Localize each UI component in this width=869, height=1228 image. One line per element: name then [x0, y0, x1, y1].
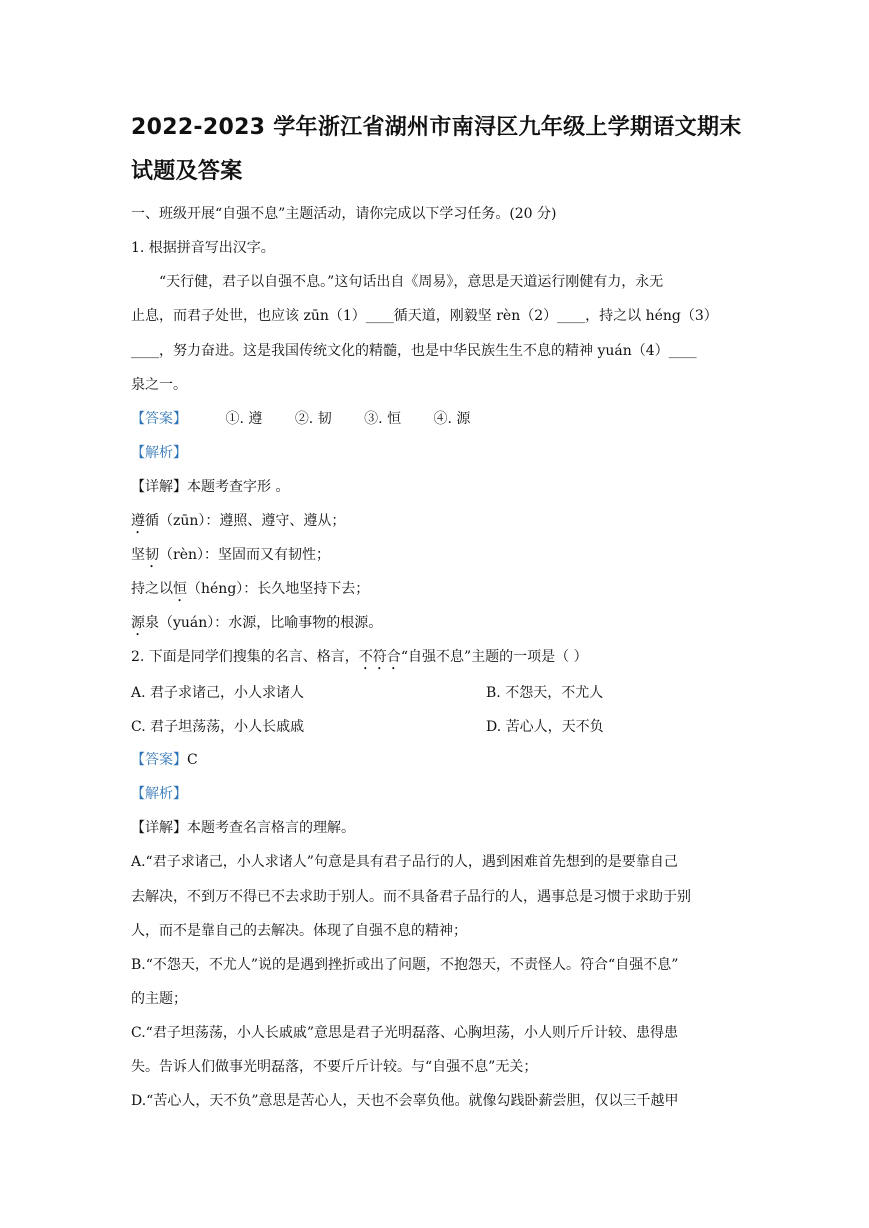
q2-explanation-line: D.“苦心人，天不负”意思是苦心人，天也不会辜负他。就像勾践卧薪尝胆，仅以三千越甲 — [131, 1093, 679, 1109]
document-title-line-2: 试题及答案 — [131, 159, 243, 184]
answer-value: C — [187, 752, 198, 768]
explanation-line — [131, 579, 369, 605]
question-2-stem — [131, 647, 588, 673]
answer-item: ③. 恒 — [364, 411, 402, 427]
q2-detail — [131, 818, 355, 838]
stem-prefix: 2. 下面是同学们搜集的名言、格言， — [131, 649, 359, 665]
section-heading: 一、班级开展“自强不息”主题活动，请你完成以下学习任务。(20 分) — [131, 206, 557, 222]
emphasized-char: 遵 — [131, 513, 145, 529]
passage-line-2: 止息，而君子处世，也应该 zūn（1）____循天道，刚毅坚 rèn（2）____，持之以 héng（3） — [131, 308, 718, 324]
option-a: A. 君子求诸己，小人求诸人 — [131, 685, 305, 701]
explanation-text: （rèn）：坚固而又有韧性； — [159, 547, 330, 563]
stem-emphasis: 不符合 — [358, 649, 401, 665]
q2-explanation-line: A.“君子求诸己，小人求诸人”句意是具有君子品行的人，遇到困难首先想到的是要靠自己 — [131, 854, 678, 870]
emphasized-char: 韧 — [145, 547, 159, 563]
detail-text: 本题考查名言格言的理解。 — [187, 820, 355, 836]
answer-item: ②. 韧 — [294, 411, 332, 427]
q2-answer-row — [131, 750, 198, 770]
detail-label: 【详解】 — [131, 820, 187, 836]
emphasized-char: 源 — [131, 615, 145, 631]
q2-explanation-line: 失。告诉人们做事光明磊落，不要斤斤计较。与“自强不息”无关； — [131, 1059, 538, 1075]
option-d: D. 苦心人，天不负 — [486, 719, 604, 735]
answer-label: 【答案】 — [131, 752, 187, 768]
answer-item: ④. 源 — [433, 411, 471, 427]
document-title-line-1: 2022-2023 学年浙江省湖州市南浔区九年级上学期语文期末 — [131, 115, 742, 140]
detail-text: 本题考查字形 。 — [187, 479, 290, 495]
stem-suffix: “自强不息”主题的一项是（ ） — [400, 649, 588, 665]
passage-line-4: 泉之一。 — [131, 377, 187, 393]
explanation-text: 泉（yuán）：水源，比喻事物的根源。 — [145, 615, 383, 631]
passage-line-1: “天行健，君子以自强不息。”这句话出自《周易》，意思是天道运行刚健有力，永无 — [159, 274, 664, 290]
q1-analysis-label: 【解析】 — [131, 445, 187, 461]
explanation-text: （héng）：长久地坚持下去； — [187, 581, 370, 597]
q2-explanation-line: 去解决，不到万不得已不去求助于别人。而不具备君子品行的人，遇事总是习惯于求助于别 — [131, 889, 691, 905]
explanation-line — [131, 613, 382, 639]
q2-analysis-label: 【解析】 — [131, 786, 187, 802]
q2-explanation-line: C.“君子坦荡荡，小人长戚戚”意思是君子光明磊落、心胸坦荡，小人则斤斤计较、患得患 — [131, 1025, 678, 1041]
q1-answer-row — [131, 409, 470, 429]
explanation-line — [131, 511, 345, 537]
explanation-prefix: 坚 — [131, 547, 145, 563]
option-c: C. 君子坦荡荡，小人长戚戚 — [131, 719, 305, 735]
emphasized-char: 恒 — [173, 581, 187, 597]
explanation-prefix: 持之以 — [131, 581, 173, 597]
option-b: B. 不怨天，不尤人 — [486, 685, 604, 701]
q2-explanation-line: 的主题； — [131, 991, 187, 1007]
q2-explanation-line: B.“不怨天，不尤人”说的是遇到挫折或出了问题，不抱怨天，不责怪人。符合“自强不息” — [131, 957, 679, 973]
explanation-line — [131, 545, 330, 571]
q2-explanation-line: 人，而不是靠自己的去解决。体现了自强不息的精神； — [131, 923, 467, 939]
answer-label: 【答案】 — [131, 411, 187, 427]
q1-detail — [131, 477, 289, 497]
question-1-stem: 1. 根据拼音写出汉字。 — [131, 240, 275, 256]
passage-line-3: ____，努力奋进。这是我国传统文化的精髓，也是中华民族生生不息的精神 yuán（4）____ — [131, 343, 697, 359]
explanation-text: 循（zūn）：遵照、遵守、遵从； — [145, 513, 346, 529]
answer-item: ①. 遵 — [225, 411, 263, 427]
detail-label: 【详解】 — [131, 479, 187, 495]
